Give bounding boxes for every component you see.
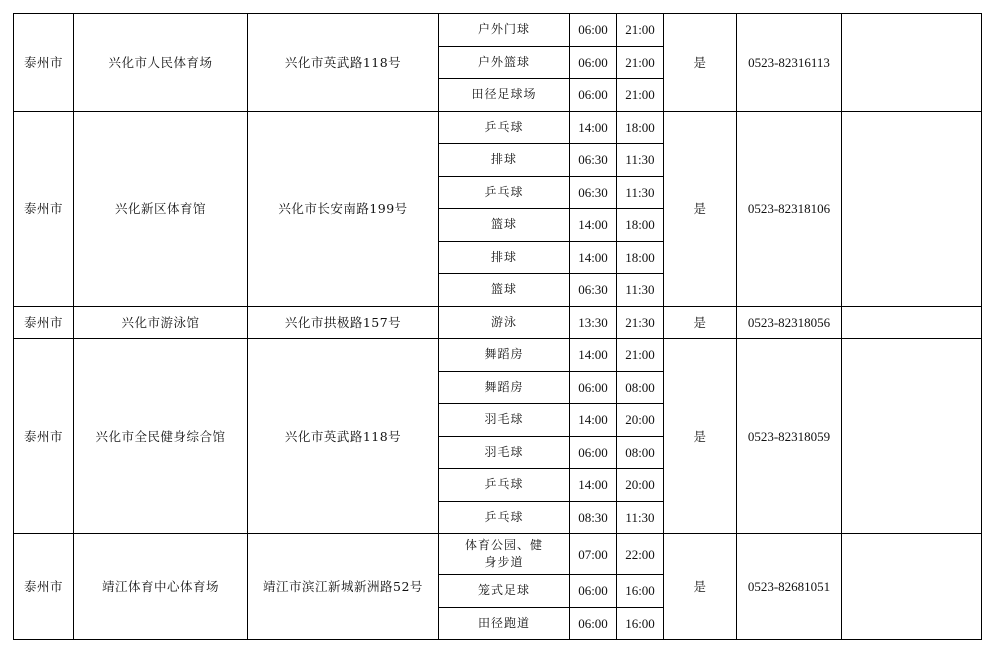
start-time-cell: 07:00 [570,534,617,575]
address-cell: 兴化市英武路118号 [248,14,439,112]
start-time-cell: 06:00 [570,46,617,79]
sport-cell: 乒乓球 [439,176,570,209]
venue-name-cell: 兴化市全民健身综合馆 [74,339,248,534]
address-cell: 兴化市拱极路157号 [248,306,439,339]
address-cell: 兴化市英武路118号 [248,339,439,534]
open-flag-cell: 是 [664,14,737,112]
start-time-cell: 06:00 [570,575,617,608]
phone-cell: 0523-82318056 [737,306,842,339]
end-time-cell: 11:30 [617,176,664,209]
end-time-cell: 21:00 [617,339,664,372]
sport-cell: 舞蹈房 [439,339,570,372]
phone-cell: 0523-82316113 [737,14,842,112]
end-time-cell: 11:30 [617,274,664,307]
start-time-cell: 06:30 [570,144,617,177]
sport-cell: 笼式足球 [439,575,570,608]
sport-cell: 排球 [439,144,570,177]
start-time-cell: 06:00 [570,436,617,469]
end-time-cell: 21:00 [617,46,664,79]
note-cell [842,111,982,306]
end-time-cell: 18:00 [617,209,664,242]
open-flag-cell: 是 [664,339,737,534]
sport-cell: 乒乓球 [439,501,570,534]
table-row [14,111,982,144]
start-time-cell: 06:00 [570,371,617,404]
sport-text-wrap: 体育公园、健身步道 [464,538,543,569]
end-time-cell: 21:00 [617,79,664,112]
end-time-cell: 11:30 [617,144,664,177]
open-flag-cell: 是 [664,306,737,339]
sport-cell: 乒乓球 [439,469,570,502]
end-time-cell: 21:00 [617,14,664,47]
start-time-cell: 08:30 [570,501,617,534]
end-time-cell: 20:00 [617,469,664,502]
sport-cell [439,534,570,575]
start-time-cell: 14:00 [570,339,617,372]
open-flag-cell: 是 [664,534,737,640]
sport-cell: 舞蹈房 [439,371,570,404]
start-time-cell: 14:00 [570,404,617,437]
note-cell [842,306,982,339]
venue-name-cell: 兴化新区体育馆 [74,111,248,306]
end-time-cell: 18:00 [617,111,664,144]
sport-cell: 户外门球 [439,14,570,47]
sport-cell: 乒乓球 [439,111,570,144]
venue-name-cell: 兴化市游泳馆 [74,306,248,339]
sport-cell: 田径足球场 [439,79,570,112]
start-time-cell: 06:30 [570,274,617,307]
sport-cell: 田径跑道 [439,607,570,640]
end-time-cell: 22:00 [617,534,664,575]
sport-cell: 羽毛球 [439,436,570,469]
table-row [14,534,982,575]
city-cell: 泰州市 [14,534,74,640]
sport-cell: 篮球 [439,274,570,307]
sport-cell: 篮球 [439,209,570,242]
sport-cell: 羽毛球 [439,404,570,437]
venue-table-body [14,14,982,640]
city-cell: 泰州市 [14,111,74,306]
city-cell: 泰州市 [14,306,74,339]
venue-name-cell: 靖江体育中心体育场 [74,534,248,640]
end-time-cell: 21:30 [617,306,664,339]
table-row [14,14,982,47]
end-time-cell: 18:00 [617,241,664,274]
note-cell [842,339,982,534]
venue-table [13,13,982,640]
city-cell: 泰州市 [14,14,74,112]
open-flag-cell: 是 [664,111,737,306]
start-time-cell: 06:00 [570,79,617,112]
phone-cell: 0523-82318059 [737,339,842,534]
end-time-cell: 20:00 [617,404,664,437]
end-time-cell: 16:00 [617,607,664,640]
end-time-cell: 11:30 [617,501,664,534]
sport-cell: 游泳 [439,306,570,339]
start-time-cell: 14:00 [570,111,617,144]
table-row [14,306,982,339]
end-time-cell: 08:00 [617,371,664,404]
end-time-cell: 16:00 [617,575,664,608]
note-cell [842,534,982,640]
address-cell: 靖江市滨江新城新洲路52号 [248,534,439,640]
address-cell: 兴化市长安南路199号 [248,111,439,306]
end-time-cell: 08:00 [617,436,664,469]
table-row [14,339,982,372]
note-cell [842,14,982,112]
phone-cell: 0523-82318106 [737,111,842,306]
city-cell: 泰州市 [14,339,74,534]
start-time-cell: 06:00 [570,14,617,47]
start-time-cell: 13:30 [570,306,617,339]
start-time-cell: 14:00 [570,209,617,242]
venue-name-cell: 兴化市人民体育场 [74,14,248,112]
phone-cell: 0523-82681051 [737,534,842,640]
start-time-cell: 06:30 [570,176,617,209]
start-time-cell: 14:00 [570,241,617,274]
sport-cell: 排球 [439,241,570,274]
start-time-cell: 14:00 [570,469,617,502]
sport-cell: 户外篮球 [439,46,570,79]
start-time-cell: 06:00 [570,607,617,640]
